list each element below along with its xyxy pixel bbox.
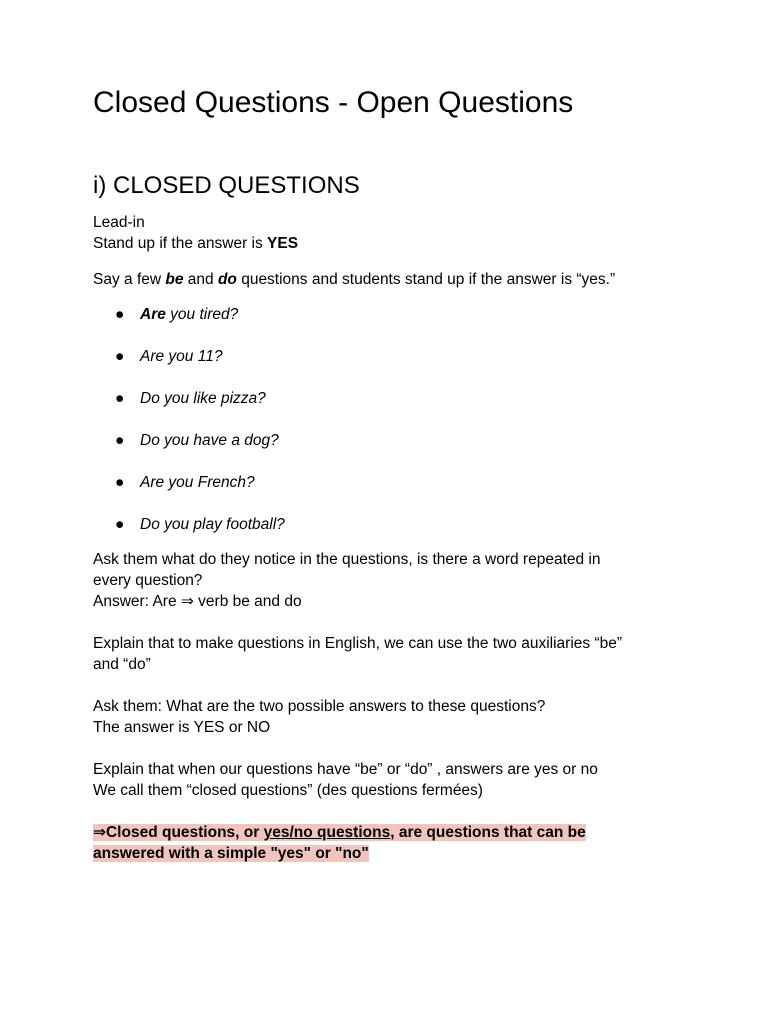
question-text: Do you like pizza? <box>140 390 266 407</box>
page-title: Closed Questions - Open Questions <box>93 86 574 119</box>
definition-highlight-2: answered with a simple "yes" or "no" <box>93 845 369 862</box>
list-item <box>93 304 285 346</box>
question-text: Are you 11? <box>140 348 223 365</box>
answer-line: Answer: Are ⇒ verb be and do <box>93 593 302 610</box>
definition-suffix: , are questions that can be <box>390 824 586 841</box>
standup-text: Stand up if the answer is <box>93 235 268 252</box>
ask-line-1: Ask them what do they notice in the questions, is there a word repeated in <box>93 551 601 568</box>
explain2-line-1: Explain that when our questions have “be” or “do” , answers are yes or no <box>93 761 598 778</box>
definition-line-2 <box>93 843 369 864</box>
question-bold: Are <box>140 306 166 323</box>
bullet-icon: ● <box>115 390 125 407</box>
question-text: Are you French? <box>140 474 255 491</box>
ask2-line-1: Ask them: What are the two possible answers to these questions? <box>93 698 546 715</box>
ask2-line-2: The answer is YES or NO <box>93 719 271 736</box>
explain2-line-2: We call them “closed questions” (des questions fermées) <box>93 782 483 799</box>
leadin-label: Lead-in <box>93 214 145 231</box>
question-list <box>93 304 285 556</box>
section-heading: i) CLOSED QUESTIONS <box>93 172 360 199</box>
say-be: be <box>165 271 184 288</box>
say-instruction <box>93 269 615 290</box>
say-and: and <box>183 271 218 288</box>
list-item <box>93 346 285 388</box>
say-prefix: Say a few <box>93 271 166 288</box>
explain-line-2: and “do” <box>93 656 151 673</box>
definition-line-1 <box>93 822 586 843</box>
standup-yes: YES <box>267 235 299 252</box>
say-suffix: questions and students stand up if the answer is “yes.” <box>236 271 616 288</box>
question-text: Do you have a dog? <box>140 432 279 449</box>
list-item <box>93 472 285 514</box>
bullet-icon: ● <box>115 306 125 323</box>
definition-underline: yes/no questions <box>263 824 391 841</box>
say-do: do <box>217 271 237 288</box>
definition-highlight <box>93 824 586 841</box>
bullet-icon: ● <box>115 474 125 491</box>
list-item <box>93 430 285 472</box>
question-text: you tired? <box>165 306 239 323</box>
explain-line-1: Explain that to make questions in English, we can use the two auxiliaries “be” <box>93 635 623 652</box>
question-text: Do you play football? <box>140 516 285 533</box>
ask-line-2: every question? <box>93 572 203 589</box>
list-item <box>93 388 285 430</box>
bullet-icon: ● <box>115 348 125 365</box>
bullet-icon: ● <box>115 432 125 449</box>
definition-prefix: ⇒Closed questions, or <box>93 824 264 841</box>
bullet-icon: ● <box>115 516 125 533</box>
standup-instruction <box>93 233 298 254</box>
